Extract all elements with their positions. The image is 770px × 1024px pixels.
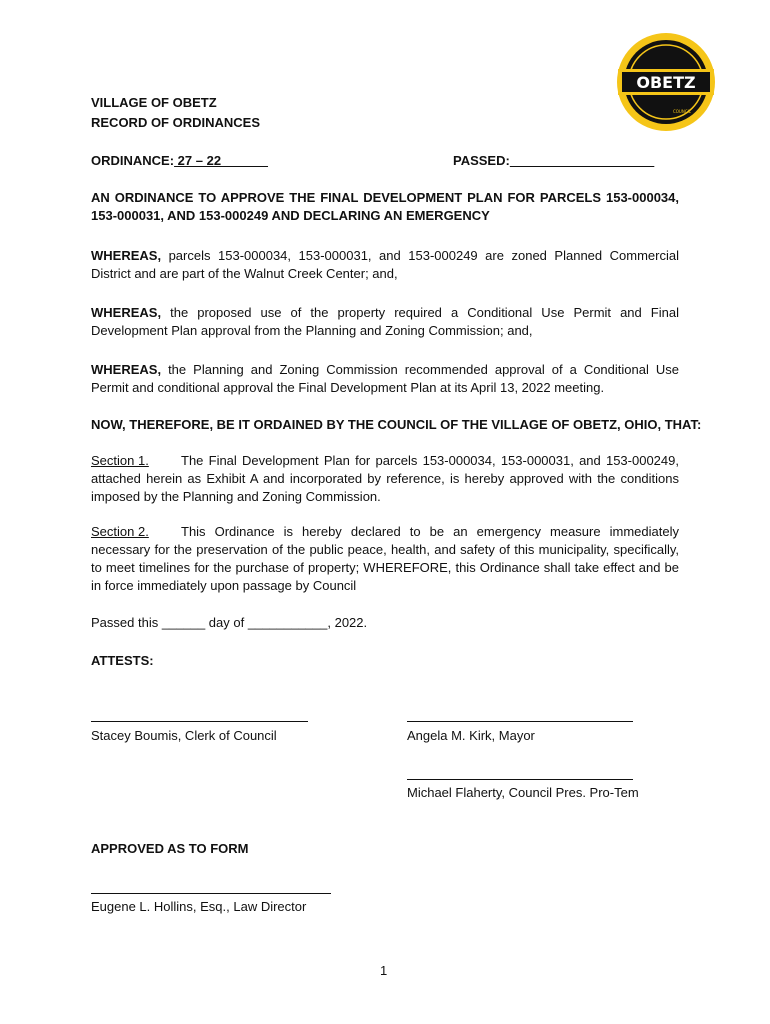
- section-1: [91, 452, 679, 506]
- passed-label: PASSED:: [453, 153, 510, 168]
- obetz-council-logo: [616, 32, 716, 132]
- law-director-signature-line: [91, 893, 331, 894]
- president-signature-line: [407, 779, 633, 780]
- svg-text:COUNCIL: COUNCIL: [672, 109, 692, 114]
- passed-value: [510, 153, 654, 168]
- section-2: [91, 523, 679, 595]
- whereas-lead: WHEREAS,: [91, 362, 162, 377]
- passed-date-line: Passed this ______ day of ___________, 2022.: [91, 615, 368, 630]
- section-label: Section 2.: [91, 524, 149, 539]
- ordinance-value: 27 – 22: [174, 153, 269, 168]
- ordained-statement: NOW, THEREFORE, BE IT ORDAINED BY THE COUNCIL OF THE VILLAGE OF OBETZ, OHIO, THAT:: [91, 417, 702, 432]
- law-director-name: Eugene L. Hollins, Esq., Law Director: [91, 899, 307, 914]
- whereas-lead: WHEREAS,: [91, 248, 162, 263]
- page-number: 1: [380, 963, 388, 978]
- whereas-text: parcels 153-000034, 153-000031, and 153-000249 are zoned Planned Commercial District and are part of the Walnut Creek Center; and,: [91, 248, 679, 281]
- mayor-name: Angela M. Kirk, Mayor: [407, 728, 535, 743]
- mayor-signature-line: [407, 721, 633, 722]
- passed-field: [453, 152, 654, 170]
- clerk-name: Stacey Boumis, Clerk of Council: [91, 728, 277, 743]
- village-heading: VILLAGE OF OBETZ: [91, 95, 217, 110]
- ordinance-title: AN ORDINANCE TO APPROVE THE FINAL DEVELOPMENT PLAN FOR PARCELS 153-000034, 153-000031, AND 153-000249 AND DECLARING AN EMERGENCY: [91, 190, 679, 223]
- clerk-signature-line: [91, 721, 308, 722]
- approved-heading: APPROVED AS TO FORM: [91, 841, 249, 856]
- svg-text:OBETZ: OBETZ: [636, 73, 696, 92]
- ordinance-number: [91, 152, 268, 170]
- whereas-clause-1: [91, 247, 679, 283]
- section-label: Section 1.: [91, 453, 149, 468]
- whereas-text: the Planning and Zoning Commission recommended approval of a Conditional Use Permit and conditional approval the Final Development Plan at its April 13, 2022 meeting.: [91, 362, 679, 395]
- whereas-clause-3: [91, 361, 679, 397]
- record-heading: RECORD OF ORDINANCES: [91, 115, 261, 130]
- president-name: Michael Flaherty, Council Pres. Pro-Tem: [407, 785, 639, 800]
- whereas-text: the proposed use of the property required a Conditional Use Permit and Final Development Plan approval from the Planning and Zoning Commission; and,: [91, 305, 679, 338]
- whereas-lead: WHEREAS,: [91, 305, 162, 320]
- ordinance-label: ORDINANCE:: [91, 153, 175, 168]
- attests-heading: ATTESTS:: [91, 653, 154, 668]
- whereas-clause-2: [91, 304, 679, 340]
- section-text: The Final Development Plan for parcels 153-000034, 153-000031, and 153-000249, attached herein as Exhibit A and incorporated by reference, is hereby approved with the conditions imposed by the Planning and Zoning Commission.: [91, 453, 679, 504]
- section-text: This Ordinance is hereby declared to be an emergency measure immediately necessary for the preservation of the public peace, health, and safety of this municipality, specifically, to meet timelines for the purchase of property; WHEREFORE, this Ordinance shall take effect and be in force immediately upon passage by Council: [91, 524, 679, 593]
